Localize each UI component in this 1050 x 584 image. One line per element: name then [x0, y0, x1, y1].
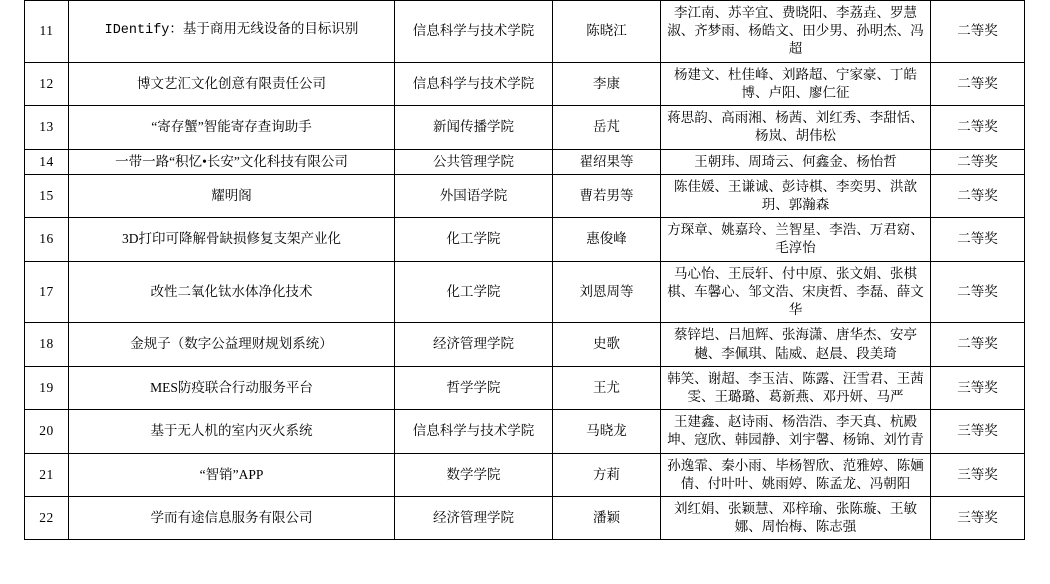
row-college: 信息科学与技术学院 [395, 1, 553, 63]
row-leader: 李康 [553, 62, 661, 105]
row-index: 20 [25, 410, 69, 453]
row-prize: 二等奖 [931, 174, 1025, 217]
row-project: 学而有途信息服务有限公司 [69, 497, 395, 540]
table-row [25, 453, 1025, 496]
row-leader: 刘恩周等 [553, 261, 661, 323]
row-college: 经济管理学院 [395, 323, 553, 366]
row-prize: 三等奖 [931, 497, 1025, 540]
row-prize: 三等奖 [931, 453, 1025, 496]
row-prize: 三等奖 [931, 366, 1025, 409]
table-row [25, 497, 1025, 540]
row-members: 韩笑、谢超、李玉洁、陈露、汪雪君、王茜雯、王璐璐、葛新燕、邓丹妍、马严 [661, 366, 931, 409]
row-prize: 二等奖 [931, 323, 1025, 366]
row-college: 化工学院 [395, 261, 553, 323]
table-row [25, 410, 1025, 453]
row-index: 12 [25, 62, 69, 105]
table-row [25, 149, 1025, 174]
row-index: 19 [25, 366, 69, 409]
row-leader: 潘颖 [553, 497, 661, 540]
row-leader: 方莉 [553, 453, 661, 496]
row-prize: 三等奖 [931, 410, 1025, 453]
row-project: “智销”APP [69, 453, 395, 496]
row-index: 16 [25, 218, 69, 261]
table-row [25, 366, 1025, 409]
row-prize: 二等奖 [931, 218, 1025, 261]
row-college: 哲学学院 [395, 366, 553, 409]
row-project: MES防疫联合行动服务平台 [69, 366, 395, 409]
row-project: IDentify：基于商用无线设备的目标识别 [69, 1, 395, 63]
row-project: 基于无人机的室内灭火系统 [69, 410, 395, 453]
row-college: 信息科学与技术学院 [395, 62, 553, 105]
table-body [25, 1, 1025, 540]
row-project: 3D打印可降解骨缺损修复支架产业化 [69, 218, 395, 261]
row-college: 化工学院 [395, 218, 553, 261]
table-row [25, 106, 1025, 149]
row-leader: 王尤 [553, 366, 661, 409]
row-index: 14 [25, 149, 69, 174]
table-row [25, 218, 1025, 261]
row-index: 22 [25, 497, 69, 540]
row-college: 新闻传播学院 [395, 106, 553, 149]
row-leader: 马晓龙 [553, 410, 661, 453]
row-project: 耀明阁 [69, 174, 395, 217]
row-leader: 曹若男等 [553, 174, 661, 217]
row-college: 数学学院 [395, 453, 553, 496]
row-project: “寄存蟹”智能寄存查询助手 [69, 106, 395, 149]
row-members: 陈佳媛、王谦诚、彭诗棋、李奕男、洪歆玥、郭瀚森 [661, 174, 931, 217]
award-list-table [24, 0, 1025, 540]
row-prize: 二等奖 [931, 62, 1025, 105]
table-row [25, 174, 1025, 217]
row-members: 王朝玮、周琦云、何鑫金、杨怡哲 [661, 149, 931, 174]
row-leader: 翟绍果等 [553, 149, 661, 174]
row-index: 17 [25, 261, 69, 323]
table-row [25, 261, 1025, 323]
row-leader: 陈晓江 [553, 1, 661, 63]
row-index: 15 [25, 174, 69, 217]
table-row [25, 323, 1025, 366]
row-members: 王建鑫、赵诗雨、杨浩浩、李天真、杭殿坤、寇欣、韩园静、刘宇馨、杨锦、刘竹青 [661, 410, 931, 453]
row-prize: 二等奖 [931, 1, 1025, 63]
row-project: 改性二氧化钛水体净化技术 [69, 261, 395, 323]
row-index: 21 [25, 453, 69, 496]
row-members: 马心怡、王辰轩、付中原、张文娟、张棋棋、车馨心、邹文浩、宋庚哲、李磊、薛文华 [661, 261, 931, 323]
row-college: 外国语学院 [395, 174, 553, 217]
row-index: 11 [25, 1, 69, 63]
row-prize: 二等奖 [931, 261, 1025, 323]
row-index: 18 [25, 323, 69, 366]
row-college: 经济管理学院 [395, 497, 553, 540]
row-college: 公共管理学院 [395, 149, 553, 174]
row-index: 13 [25, 106, 69, 149]
row-project: 一带一路“积忆•长安”文化科技有限公司 [69, 149, 395, 174]
row-members: 方琛章、姚嘉玲、兰智星、李浩、万君窈、毛淳怡 [661, 218, 931, 261]
row-leader: 惠俊峰 [553, 218, 661, 261]
row-leader: 岳芃 [553, 106, 661, 149]
row-college: 信息科学与技术学院 [395, 410, 553, 453]
table-row [25, 1, 1025, 63]
row-members: 蔡锌垲、吕旭辉、张海潇、唐华杰、安亭樾、李佩琪、陆威、赵晨、段美琦 [661, 323, 931, 366]
row-project: 博文艺汇文化创意有限责任公司 [69, 62, 395, 105]
row-members: 李江南、苏辛宜、费晓阳、李荔垚、罗慧淑、齐梦雨、杨皓文、田少男、孙明杰、冯超 [661, 1, 931, 63]
row-members: 刘红娟、张颖慧、邓梓瑜、张陈璇、王敏娜、周怡梅、陈志强 [661, 497, 931, 540]
row-members: 杨建文、杜佳峰、刘路超、宁家豪、丁皓博、卢阳、廖仁征 [661, 62, 931, 105]
row-prize: 二等奖 [931, 149, 1025, 174]
row-project: 金规子（数字公益理财规划系统） [69, 323, 395, 366]
row-leader: 史歌 [553, 323, 661, 366]
row-members: 蒋思韵、高雨湘、杨茜、刘红秀、李甜恬、杨岚、胡伟松 [661, 106, 931, 149]
row-members: 孙逸霏、秦小雨、毕杨智欣、范雅婷、陈婳倩、付叶叶、姚雨婷、陈孟龙、冯朝阳 [661, 453, 931, 496]
table-row [25, 62, 1025, 105]
row-prize: 二等奖 [931, 106, 1025, 149]
